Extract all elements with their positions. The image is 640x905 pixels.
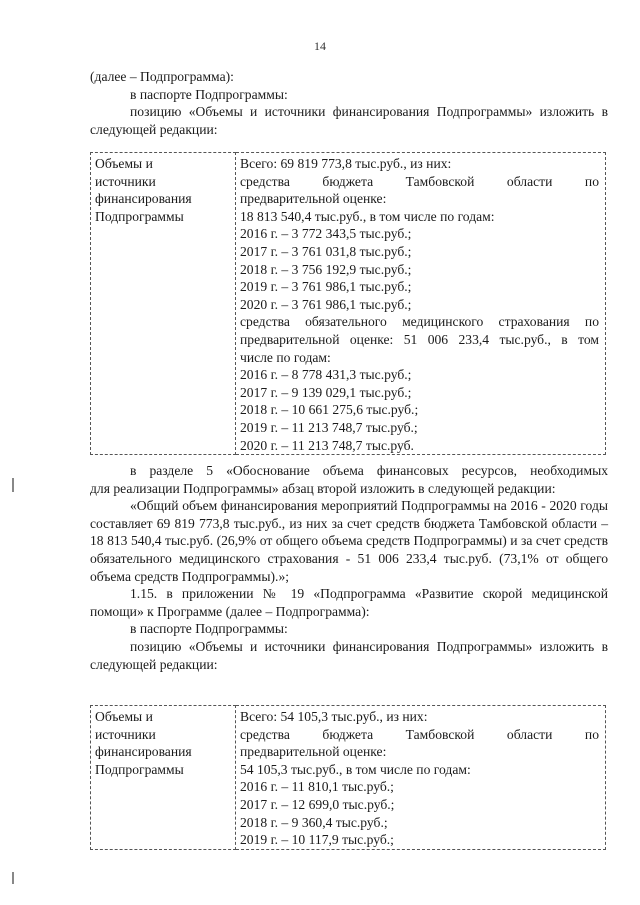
year-line: 2017 г. – 9 139 029,1 тыс.руб.; — [240, 384, 412, 400]
oms-line-3: числе по годам: — [240, 349, 331, 365]
label-line: источники — [95, 173, 156, 189]
year-line: 2018 г. – 3 756 192,9 тыс.руб.; — [240, 261, 412, 277]
budget-sum: 18 813 540,4 тыс.руб., в том числе по годам: — [240, 208, 495, 224]
intro-line-3: позицию «Объемы и источники финансирования Подпрограммы» изложить в следующей редакции: — [90, 104, 608, 137]
label-line: Подпрограммы — [95, 208, 184, 224]
label-line: Объемы и — [95, 709, 153, 724]
total-line: Всего: 54 105,3 тыс.руб., из них: — [240, 709, 428, 724]
oms-line-2: предварительной оценке: 51 006 233,4 тыс.руб., в том — [240, 331, 599, 347]
para-passport: в паспорте Подпрограммы: — [130, 621, 288, 637]
label-line: Подпрограммы — [95, 761, 184, 777]
para-position: позицию «Объемы и источники финансирования Подпрограммы» изложить в следующей редакции: — [90, 638, 608, 672]
year-line: 2016 г. – 11 810,1 тыс.руб.; — [240, 779, 394, 795]
year-line: 2019 г. – 3 761 986,1 тыс.руб.; — [240, 279, 412, 295]
year-line: 2018 г. – 9 360,4 тыс.руб.; — [240, 814, 388, 830]
label-line: финансирования — [95, 191, 192, 207]
label-line: финансирования — [95, 744, 192, 760]
body-paragraphs — [90, 462, 608, 673]
para-quote: «Общий объем финансирования мероприятий Подпрограммы на 2016 - 2020 годы составляет 69 819 773,8 тыс.руб., из них за счет средств бюджета Тамбовской области – 18 813 540,4 тыс.руб. (26,9% от общего объема средств Подпрограммы) и за счет средств обязательного медицинского страхования - 51 006 233,4 тыс.руб. (73,1% от общего объема средств Подпрограммы).»; — [90, 498, 608, 584]
word: средства — [240, 726, 290, 742]
word: Тамбовской — [405, 173, 475, 189]
para-section5-a: в разделе 5 «Обоснование объема финансовых ресурсов, необходимых — [130, 463, 608, 478]
word: средства — [240, 173, 290, 189]
table-row — [91, 706, 606, 850]
intro-line-1: (далее – Подпрограмма): — [90, 69, 234, 84]
year-line: 2019 г. – 11 213 748,7 тыс.руб.; — [240, 419, 418, 435]
scan-margin-mark — [12, 478, 14, 492]
budget-line-2: предварительной оценке: — [240, 191, 387, 207]
table-row — [91, 153, 606, 455]
word: по — [584, 726, 599, 742]
intro-paragraphs — [90, 68, 608, 138]
word: области — [506, 173, 553, 189]
page-number: 14 — [314, 39, 326, 53]
table-1-value-cell — [236, 153, 606, 455]
year-line: 2016 г. – 3 772 343,5 тыс.руб.; — [240, 226, 412, 242]
label-line: источники — [95, 726, 156, 742]
year-line: 2017 г. – 3 761 031,8 тыс.руб.; — [240, 243, 412, 259]
year-line: 2020 г. – 3 761 986,1 тыс.руб.; — [240, 296, 412, 312]
budget-line-2: предварительной оценке: — [240, 744, 387, 760]
year-line: 2017 г. – 12 699,0 тыс.руб.; — [240, 796, 395, 812]
year-line: 2019 г. – 10 117,9 тыс.руб.; — [240, 832, 394, 848]
budget-line — [240, 726, 599, 744]
word: бюджета — [322, 726, 374, 742]
year-line: 2018 г. – 10 661 275,6 тыс.руб.; — [240, 402, 419, 418]
word: области — [506, 726, 553, 742]
total-line: Всего: 69 819 773,8 тыс.руб., из них: — [240, 156, 452, 171]
intro-line-2: в паспорте Подпрограммы: — [130, 86, 288, 102]
table-1-label-cell — [91, 153, 236, 455]
word: бюджета — [322, 173, 374, 189]
word: Тамбовской — [405, 726, 475, 742]
para-1-15: 1.15. в приложении № 19 «Подпрограмма «Развитие скорой медицинской помощи» к Программе (далее – Подпрограмма): — [90, 586, 608, 619]
oms-line-1: средства обязательного медицинского страхования по — [240, 314, 599, 330]
scan-margin-mark — [12, 872, 14, 884]
para-section5-b: для реализации Подпрограммы» абзац второй изложить в следующей редакции: — [90, 480, 556, 496]
financing-table-2 — [90, 705, 606, 850]
financing-table-1 — [90, 152, 606, 455]
word: по — [584, 173, 599, 189]
label-line: Объемы и — [95, 156, 153, 171]
table-2-value-cell — [236, 706, 606, 850]
year-line: 2016 г. – 8 778 431,3 тыс.руб.; — [240, 367, 412, 383]
table-2-label-cell — [91, 706, 236, 850]
budget-sum: 54 105,3 тыс.руб., в том числе по годам: — [240, 761, 471, 777]
budget-line — [240, 173, 599, 191]
year-line: 2020 г. – 11 213 748,7 тыс.руб. — [240, 437, 414, 453]
